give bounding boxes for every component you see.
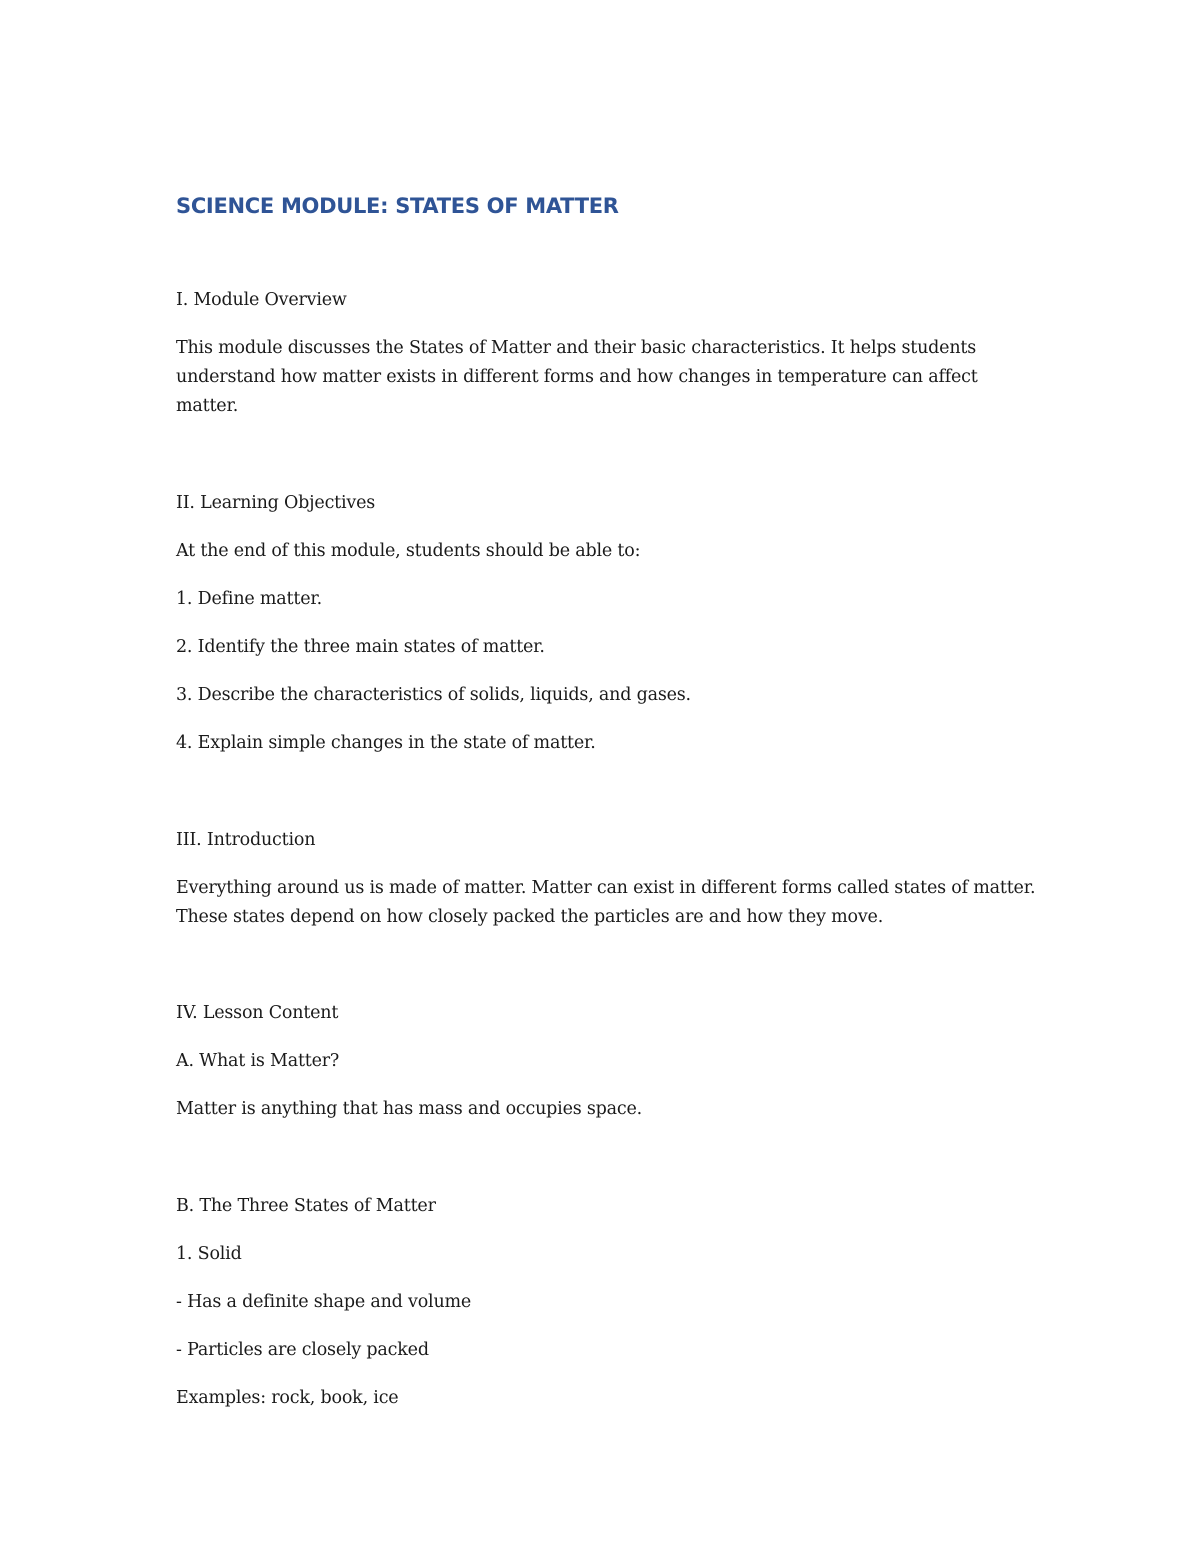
overview-body: This module discusses the States of Matter and their basic characteristics. It helps students understand how matter exists in different forms and how changes in temperature can affect matter. [176,338,978,416]
solid-point: - Has a definite shape and volume [176,1292,472,1312]
three-states-heading: B. The Three States of Matter [176,1196,436,1216]
objectives-heading: II. Learning Objectives [176,493,376,513]
objective-item: 4. Explain simple changes in the state of matter. [176,733,596,753]
what-is-matter-heading: A. What is Matter? [176,1051,340,1071]
what-is-matter-body: Matter is anything that has mass and occupies space. [176,1099,643,1119]
lesson-heading: IV. Lesson Content [176,1003,339,1023]
document-title: SCIENCE MODULE: STATES OF MATTER [176,194,619,218]
objectives-intro: At the end of this module, students should be able to: [176,541,641,561]
objective-item: 3. Describe the characteristics of solids, liquids, and gases. [176,685,691,705]
solid-heading: 1. Solid [176,1244,242,1264]
objective-item: 1. Define matter. [176,589,322,609]
solid-examples: Examples: rock, book, ice [176,1388,399,1408]
document-content [176,190,1036,1432]
overview-heading: I. Module Overview [176,290,347,310]
introduction-body: Everything around us is made of matter. Matter can exist in different forms called states of matter. These states depend on how closely packed the particles are and how they move. [176,878,1036,927]
objective-item: 2. Identify the three main states of matter. [176,637,545,657]
introduction-heading: III. Introduction [176,830,316,850]
solid-point: - Particles are closely packed [176,1340,429,1360]
